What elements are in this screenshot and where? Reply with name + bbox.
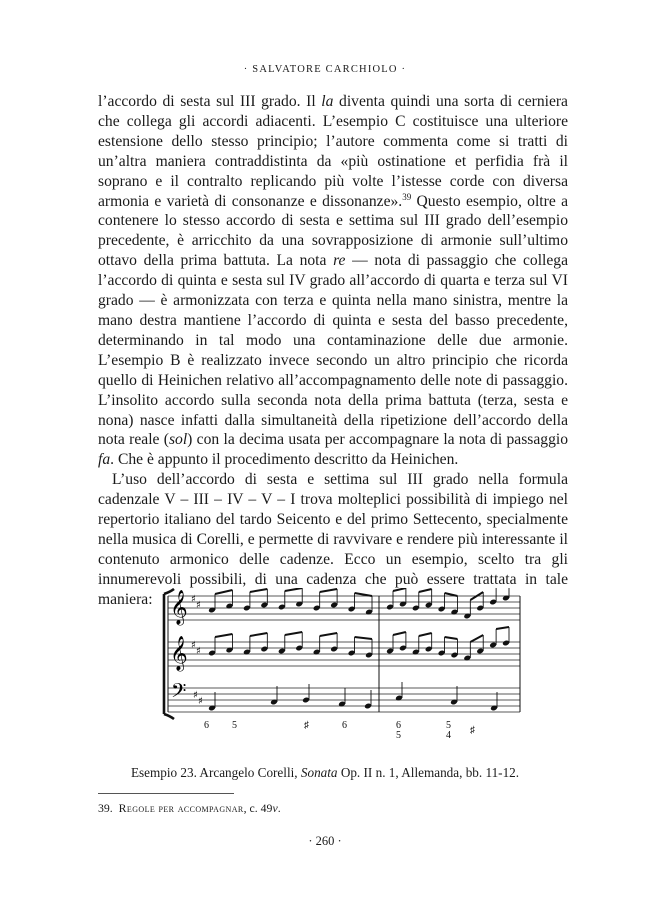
beam xyxy=(320,633,337,636)
italic-term: sol xyxy=(168,431,188,449)
staff-bass xyxy=(168,688,520,712)
footnote-number: 39. xyxy=(98,801,113,815)
beam xyxy=(496,627,509,629)
note-group xyxy=(208,588,510,711)
bass-clef-icon: 𝄢 xyxy=(171,679,187,707)
beam xyxy=(355,637,372,639)
paragraph-2: L’uso dell’accordo di sesta e settima sul III grado nella formula cadenzale V – III – IV – V – I trova molteplici possibilità di impiego nel repertorio italiano del tardo Seicento e del primo Settecento, specialmente nella musica di Corelli, e permette di ravvivare e rendere più interessante il contenuto armonico delle cadenze. Ecco un esempio, scelto tra gli innumerevoli possibili, di una cadenza che può essere trattata in tale maniera: xyxy=(98,471,568,608)
key-signature-sharp: ♯ xyxy=(191,594,196,605)
beam xyxy=(393,632,406,635)
key-signature-sharp: ♯ xyxy=(198,696,203,707)
footnote-source: Regole per accompagnar xyxy=(118,801,244,815)
beam xyxy=(320,589,337,592)
figure: 6 xyxy=(204,720,209,731)
beam xyxy=(215,634,232,637)
text-run: diventa quindi una sorta di cerniera che collega gli accordi adiacenti. L’esempio C costituisce una ulteriore estensione dello stesso principio; l’autore commenta come si tratti di un’altra maniera contraddistinta da «più ostinatione et perfidia frà il soprano e il contralto replicando più volte l’istesse corde con diversa armonia e varietà di consonanze e dissonanze». xyxy=(98,93,568,210)
text-run: Questo esempio, oltre a contenere lo stesso accordo di sesta e settima sul III grado dell’esempio precedente, è arricchito da una sovrapposizione di armonie sull’ultimo ottavo della prima battuta. La nota xyxy=(98,192,568,270)
beam xyxy=(470,635,483,642)
paragraph-1 xyxy=(98,92,568,470)
footnote-italic: v xyxy=(272,801,278,815)
text-run: ) con la decima usata per accompagnare la nota di passaggio xyxy=(187,431,568,449)
beam xyxy=(445,593,458,596)
page-number: · 260 · xyxy=(308,834,342,848)
treble-clef-icon: 𝄞 xyxy=(170,636,188,671)
music-score-example xyxy=(154,588,536,748)
footnote xyxy=(98,801,568,816)
beam xyxy=(285,632,302,635)
figure: 5 xyxy=(232,720,237,731)
footnote-text: . xyxy=(277,801,281,815)
caption-text: Esempio 23. Arcangelo Corelli, xyxy=(130,765,301,780)
figure: ♯ xyxy=(304,720,309,731)
beam xyxy=(285,588,302,591)
italic-term: la xyxy=(321,93,334,110)
figure: 6 xyxy=(396,720,401,731)
key-signature-sharp: ♯ xyxy=(196,600,201,611)
beam xyxy=(215,590,232,594)
footnote-text: , c. 49 xyxy=(243,801,273,815)
beam xyxy=(419,633,432,636)
beam xyxy=(250,589,267,592)
text-run: l’accordo di sesta sul III grado. Il xyxy=(98,93,322,110)
beam xyxy=(355,593,372,596)
figure: 6 xyxy=(342,720,347,731)
running-head: · SALVATORE CARCHIOLO · xyxy=(243,64,407,75)
key-signature-sharp: ♯ xyxy=(191,640,196,651)
text-run: . Che è appunto il procedimento descritto da Heinichen. xyxy=(110,451,459,469)
key-signature-sharp: ♯ xyxy=(196,646,201,657)
figure: ♯ xyxy=(470,725,475,736)
body-text xyxy=(98,92,568,610)
beam xyxy=(250,633,267,636)
footnote-reference[interactable]: 39 xyxy=(402,191,412,202)
figure: 4 xyxy=(446,730,451,741)
figure-caption xyxy=(0,765,650,781)
italic-term: fa xyxy=(98,451,111,469)
beam xyxy=(393,588,406,591)
italic-term: re xyxy=(333,252,346,270)
treble-clef-icon: 𝄞 xyxy=(170,590,188,625)
beam xyxy=(445,637,458,639)
figure: 5 xyxy=(396,730,401,741)
staff-violin-2 xyxy=(168,642,520,666)
key-signature-sharp: ♯ xyxy=(193,690,198,701)
text-run: — nota di passaggio che collega l’accordo di quinta e sesta sul IV grado all’accordo di quarta e terza sul VI grado — è armonizzata con terza e quinta nella mano sinistra, mentre la mano destra mantiene l’accordo di quinta e sesta del basso precedente, determinando in tal modo una contaminazione delle due armonie. L’esempio B è realizzato invece secondo un altro principio che ricorda quello di Heinichen relativo all’accompagnamento delle note di passaggio. L’insolito accordo sulla seconda nota della prima battuta (terza, sesta e nona) nasce infatti dalla simultaneità della ripetizione dell’accordo della nota reale ( xyxy=(98,252,568,449)
footnote-divider xyxy=(98,793,234,794)
caption-text: Op. II n. 1, Allemanda, bb. 11-12. xyxy=(337,765,520,780)
figure: 5 xyxy=(446,720,451,731)
caption-italic: Sonata xyxy=(300,765,338,780)
beam xyxy=(419,589,432,592)
figured-bass xyxy=(204,720,475,741)
